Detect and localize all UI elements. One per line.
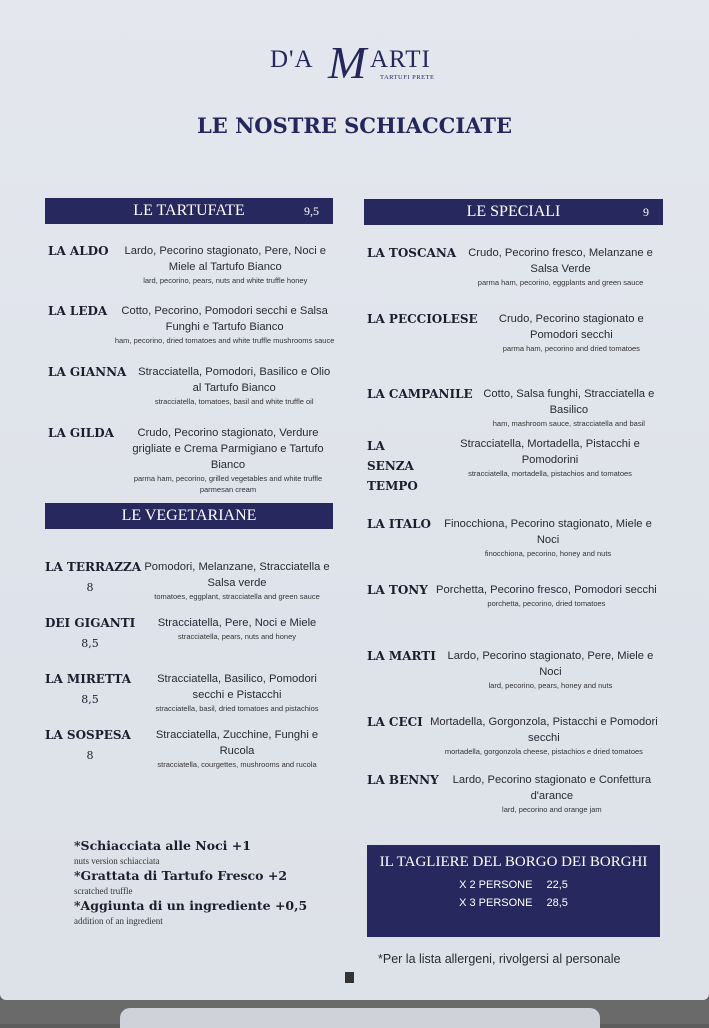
menu-item: [48, 243, 336, 286]
tagliere-persons: X 3 PERSONE: [459, 897, 533, 909]
item-name-column: [45, 727, 135, 762]
item-description: Lardo, Pecorino stagionato, Pere, Miele e Noci: [447, 650, 654, 678]
item-english: lard, pecorino, pears, nuts and white truffle honey: [143, 276, 308, 285]
item-description-block: [423, 714, 659, 757]
allergen-note: *Per la lista allergeni, rivolgersi al personale: [378, 952, 621, 966]
item-name-column: [367, 516, 431, 532]
item-description: Mortadella, Gorgonzola, Pistacchi e Pomodori secchi: [430, 716, 658, 744]
item-description-block: [473, 386, 659, 429]
item-description: Stracciatella, Zucchine, Funghi e Rucola: [155, 729, 319, 757]
item-description-block: [456, 245, 659, 288]
item-description: Stracciatella, Basilico, Pomodori secchi e Pistacchi: [157, 673, 317, 701]
item-price: 8,5: [81, 637, 99, 650]
item-english: stracciatella, basil, dried tomatoes and pistachios: [155, 704, 319, 713]
menu-item: [367, 436, 659, 496]
item-name: LA MIRETTA: [45, 672, 132, 686]
menu-item: [367, 386, 659, 429]
extras-list: [74, 838, 307, 928]
item-name: DEI GIGANTI: [45, 616, 136, 630]
menu-item: [45, 559, 333, 602]
item-english: parma ham, pecorino and dried tomatoes: [502, 344, 640, 353]
item-name: LA LEDA: [48, 304, 108, 318]
item-description-block: [135, 559, 333, 602]
item-name-column: [48, 303, 107, 319]
item-english: parma ham, pecorino, eggplants and green sauce: [477, 278, 644, 287]
menu-item: [367, 648, 659, 691]
item-name-column: [367, 648, 436, 664]
menu-item: [367, 516, 659, 559]
stand-base: [0, 1000, 709, 1024]
menu-item: [45, 671, 333, 714]
menu-item: [48, 425, 336, 495]
item-name: LA MARTI: [367, 649, 436, 663]
item-description-block: [439, 772, 659, 815]
item-price: 8,5: [81, 693, 99, 706]
logo-subtitle: TARTUFI PRETE: [380, 74, 435, 81]
tagliere-title: IL TAGLIERE DEL BORGO DEI BORGHI: [379, 854, 648, 870]
section-price: 9: [643, 205, 649, 219]
item-name: LA TONY: [367, 583, 428, 597]
extra-label: *Aggiunta di un ingrediente +0,5: [74, 898, 308, 913]
item-name: LA CAMPANILE: [367, 387, 473, 401]
logo-text-d-a: D'A: [270, 46, 314, 73]
item-description: Stracciatella, Pomodori, Basilico e Olio al Tartufo Bianco: [138, 366, 331, 394]
menu-item: [367, 311, 659, 354]
item-description-block: [435, 436, 659, 479]
item-name-column: [45, 615, 135, 650]
item-name-column: [367, 582, 428, 598]
tagliere-row: [367, 897, 660, 909]
item-price: 8: [86, 749, 94, 762]
item-name: LA GIANNA: [48, 365, 127, 379]
item-english: ham, mashroom sauce, stracciatella and basil: [492, 419, 645, 428]
tagliere-price: 22,5: [546, 879, 568, 891]
item-name-column: [367, 436, 435, 496]
extra-label: *Schiacciata alle Noci +1: [74, 838, 251, 853]
extra-label: *Grattata di Tartufo Fresco +2: [74, 868, 288, 883]
item-description: Cotto, Salsa funghi, Stracciatella e Basilico: [483, 388, 655, 416]
item-name: LA TOSCANA: [367, 246, 457, 260]
item-name: LA BENNY: [367, 773, 439, 787]
extra-english: scratched truffle: [74, 886, 133, 896]
page-title: LE NOSTRE SCHIACCIATE: [197, 113, 512, 138]
extra-english: nuts version schiacciata: [74, 856, 160, 866]
item-description: Stracciatella, Pere, Noci e Miele: [157, 617, 317, 629]
menu-item: [45, 615, 333, 650]
item-english: lard, pecorino and orange jam: [502, 805, 602, 814]
item-description-block: [431, 516, 659, 559]
item-name-column: [367, 714, 423, 730]
item-english: ham, pecorino, dried tomatoes and white truffle mushrooms sauce: [114, 336, 335, 345]
item-name-column: [48, 243, 109, 259]
menu-item: [48, 364, 336, 407]
item-name-column: [367, 311, 478, 327]
item-description: Porchetta, Pecorino fresco, Pomodori secchi: [436, 584, 657, 596]
item-english: finocchiona, pecorino, honey and nuts: [484, 549, 612, 558]
menu-item: [367, 772, 659, 815]
item-price: 8: [86, 581, 94, 594]
item-description: Cotto, Pecorino, Pomodori secchi e Salsa Funghi e Tartufo Bianco: [121, 305, 328, 333]
item-english: parma ham, pecorino, grilled vegetables and white truffle parmesan cream: [133, 474, 323, 494]
item-name: LA GILDA: [48, 426, 114, 440]
item-description-block: [109, 243, 336, 286]
item-name-column: [367, 245, 456, 261]
item-name: LA SENZA TEMPO: [367, 439, 418, 493]
item-english: porchetta, pecorino, dried tomatoes: [487, 599, 606, 608]
item-english: lard, pecorino, pears, honey and nuts: [488, 681, 613, 690]
item-english: stracciatella, pears, nuts and honey: [178, 632, 296, 641]
stand-clip: [345, 972, 354, 983]
item-description-block: [126, 364, 336, 407]
tagliere-row: [367, 879, 660, 891]
menu-item: [367, 245, 659, 288]
item-name: LA CECI: [367, 715, 423, 729]
item-name: LA ALDO: [48, 244, 109, 258]
item-name-column: [48, 425, 114, 441]
tagliere-box: [367, 845, 660, 937]
section-label: LE VEGETARIANE: [121, 507, 257, 524]
item-description: Lardo, Pecorino stagionato, Pere, Noci e Miele al Tartufo Bianco: [124, 245, 327, 273]
item-description: Crudo, Pecorino fresco, Melanzane e Salsa Verde: [468, 247, 653, 275]
item-description-block: [114, 425, 336, 495]
logo-text-arti: ARTI: [370, 46, 431, 73]
logo-text-m: M: [328, 37, 367, 88]
item-name-column: [367, 386, 473, 402]
item-english: stracciatella, mortadella, pistachios and tomatoes: [468, 469, 632, 478]
item-description-block: [107, 303, 336, 346]
item-description: Stracciatella, Mortadella, Pistacchi e Pomodorini: [460, 438, 640, 466]
item-english: stracciatella, courgettes, mushrooms and rucola: [157, 760, 317, 769]
tagliere-persons: X 2 PERSONE: [459, 879, 533, 891]
menu-item: [48, 303, 336, 346]
item-name: LA TERRAZZA: [45, 560, 142, 574]
item-description-block: [135, 615, 333, 642]
item-description-block: [135, 671, 333, 714]
item-description: Crudo, Pecorino stagionato, Verdure grigliate e Crema Parmigiano e Tartufo Bianco: [132, 427, 324, 471]
item-description-block: [478, 311, 659, 354]
item-name: LA ITALO: [367, 517, 432, 531]
item-description: Pomodori, Melanzane, Stracciatella e Salsa verde: [144, 561, 330, 589]
item-description: Crudo, Pecorino stagionato e Pomodori secchi: [498, 313, 644, 341]
section-header-vegetariane: [45, 503, 333, 529]
section-header-speciali: [364, 199, 663, 225]
item-description-block: [436, 648, 659, 691]
item-description: Finocchiona, Pecorino stagionato, Miele e Noci: [444, 518, 652, 546]
stand-slot: [120, 1008, 600, 1028]
extra-english: addition of an ingredient: [74, 916, 163, 926]
item-name-column: [367, 772, 439, 788]
item-name-column: [48, 364, 126, 380]
item-english: tomatoes, eggplant, stracciatella and green sauce: [154, 592, 320, 601]
menu-item: [45, 727, 333, 770]
section-header-tartufate: [45, 198, 333, 224]
item-english: mortadella, gorgonzola cheese, pistachios e dried tomatoes: [444, 747, 643, 756]
menu-item: [367, 714, 659, 757]
item-english: stracciatella, tomatoes, basil and white truffle oil: [154, 397, 314, 406]
section-price: 9,5: [304, 204, 319, 218]
tagliere-price: 28,5: [546, 897, 568, 909]
item-name-column: [45, 559, 142, 594]
section-label: LE TARTUFATE: [133, 202, 245, 219]
item-description: Lardo, Pecorino stagionato e Confettura d'arance: [452, 774, 652, 802]
menu-item: [367, 582, 659, 609]
item-name: LA PECCIOLESE: [367, 312, 478, 326]
item-description-block: [428, 582, 659, 609]
item-name: LA SOSPESA: [45, 728, 131, 742]
section-label: LE SPECIALI: [466, 203, 561, 220]
item-name-column: [45, 671, 135, 706]
item-description-block: [135, 727, 333, 770]
restaurant-logo: [268, 38, 448, 96]
